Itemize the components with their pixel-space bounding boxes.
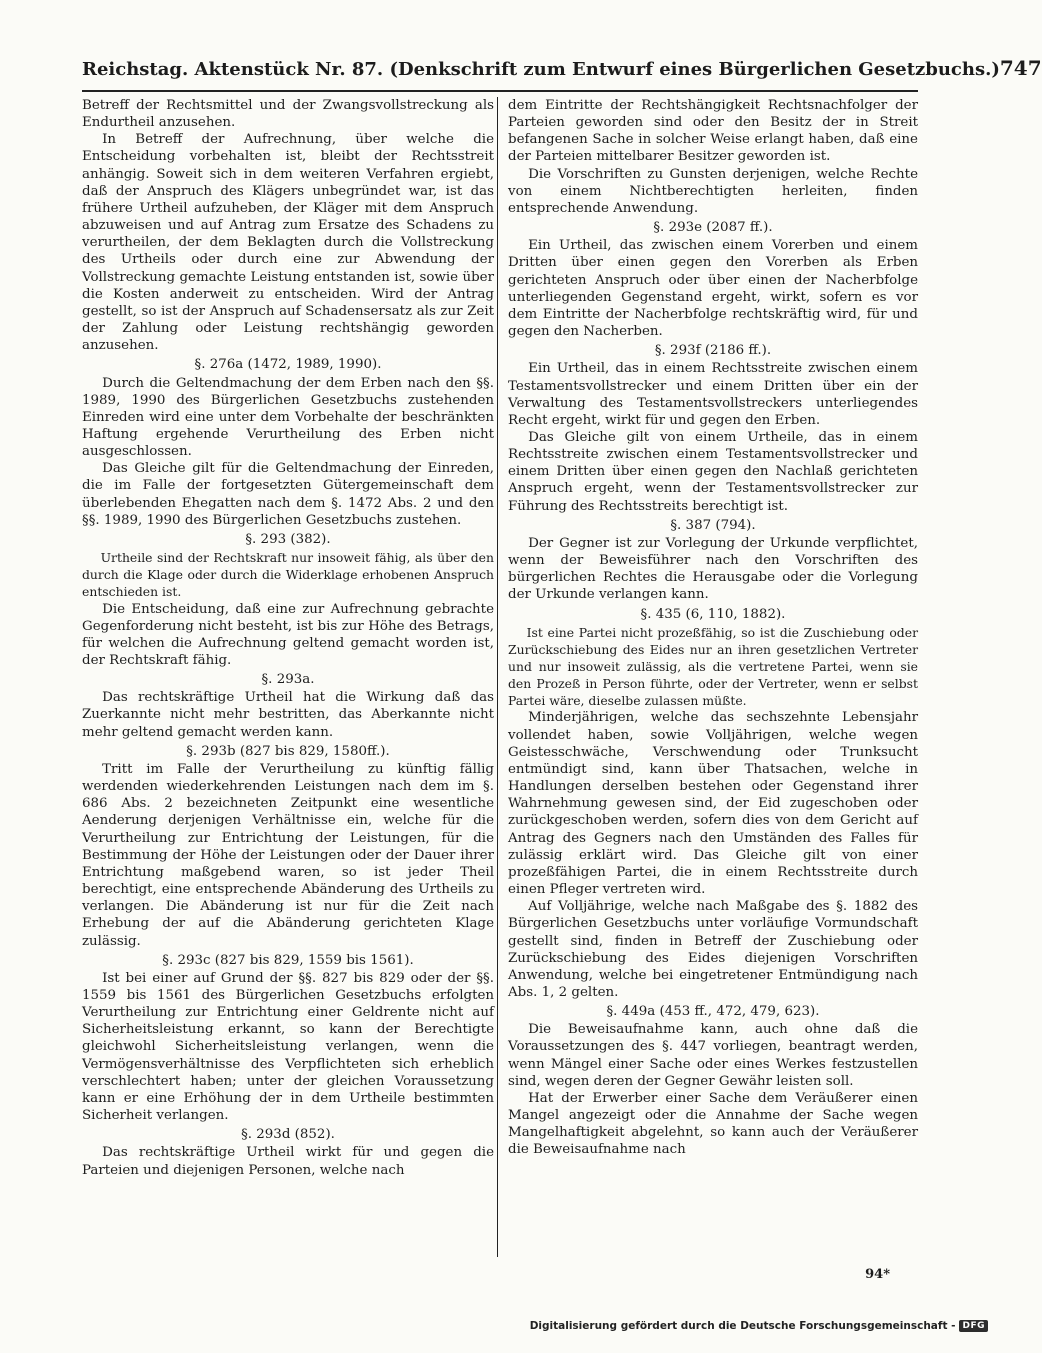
paragraph: Das Gleiche gilt für die Geltendmachung der Einreden, die im Falle der fortgesetzten Gütergemeinschaft dem überlebenden Ehegatten nach dem §. 1472 Abs. 2 und den §§. 1989, 1990 des Bürgerlichen Gesetzbuchs zustehen. <box>82 461 494 528</box>
paragraph: Die Entscheidung, daß eine zur Aufrechnung gebrachte Gegenforderung nicht besteht, ist bis zur Höhe des Betrags, für welchen die Aufrechnung geltend gemacht worden ist, der Rechtskraft fähig. <box>82 601 494 668</box>
digitization-footer <box>530 1320 988 1332</box>
section-heading: §. 293b (827 bis 829, 1580ff.). <box>186 743 390 759</box>
left-column <box>82 97 494 1179</box>
section-heading: §. 276a (1472, 1989, 1990). <box>194 357 382 373</box>
paragraph: Ein Urtheil, das in einem Rechtsstreite zwischen einem Testamentsvollstrecker und einem Dritten über ein der Verwaltung des Testamentsvollstreckers unterliegendes Recht ergeht, wirkt für und gegen den Erben. <box>508 361 918 428</box>
header-title: Reichstag. Aktenstück Nr. 87. (Denkschrift zum Entwurf eines Bürgerlichen Gesetzbuchs.) <box>82 59 1000 80</box>
header-rule <box>82 90 918 92</box>
section-heading: §. 293e (2087 ff.). <box>653 220 773 236</box>
paragraph: Minderjährigen, welche das sechszehnte Lebensjahr vollendet haben, sowie Volljährigen, welche wegen Geistesschwäche, Verschwendung oder Trunksucht entmündigt sind, kann über Thatsachen, welche in Handlungen derselben bestehen oder Gegenstand ihrer Wahrnehmung gewesen sind, der Eid zugeschoben oder zurückgeschoben werden, sofern dies von dem Gericht auf Antrag des Gegners nach den Umständen des Falles für zulässig erklärt wird. Das Gleiche gilt von einer prozeßfähigen Partei, die in einem Rechtsstreite durch einen Pfleger vertreten wird. <box>508 710 918 898</box>
section-heading: §. 435 (6, 110, 1882). <box>640 606 786 622</box>
paragraph: Hat der Erwerber einer Sache dem Veräußerer einen Mangel angezeigt oder die Annahme der Sache wegen Mangelhaftigkeit abgelehnt, so kann auch der Veräußerer die Beweisaufnahme nach <box>508 1090 918 1158</box>
page-number: 747 <box>999 56 1042 80</box>
paragraph: Auf Volljährige, welche nach Maßgabe des §. 1882 des Bürgerlichen Gesetzbuchs unter vorläufige Vormundschaft gestellt sind, finden in Betreff der Zuschiebung oder Zurückschiebung des Eides diejenigen Vorschriften Anwendung, welche bei eingetretener Entmündigung nach Abs. 1, 2 gelten. <box>508 899 918 1000</box>
paragraph: Urtheile sind der Rechtskraft nur insoweit fähig, als über den durch die Klage oder durch die Widerklage erhobenen Anspruch entschieden ist. <box>82 550 494 600</box>
section-heading: §. 449a (453 ff., 472, 479, 623). <box>606 1004 820 1020</box>
paragraph: Tritt im Falle der Verurtheilung zu künftig fällig werdenden wiederkehrenden Leistungen nach dem im §. 686 Abs. 2 bezeichneten Zeitpunkt eine wesentliche Aenderung derjenigen Verhältnisse ein, welche für die Verurtheilung zur Entrichtung der Leistungen, für die Bestimmung der Höhe der Leistungen oder der Dauer ihrer Entrichtung maßgebend waren, so ist jeder Theil berechtigt, eine entsprechende Abänderung des Urtheils zu verlangen. Die Abänderung ist nur für die Zeit nach Erhebung der auf die Abänderung gerichteten Klage zulässig. <box>82 761 494 949</box>
right-column <box>508 97 918 1159</box>
paragraph: Ist eine Partei nicht prozeßfähig, so ist die Zuschiebung oder Zurückschiebung des Eides nur an ihren gesetzlichen Vertreter und nur insoweit zulässig, als die vertretene Partei, wenn sie den Prozeß in Person führte, oder der Vertreter, wenn er selbst Partei wäre, dieselbe zulassen müßte. <box>508 624 918 709</box>
paragraph: Die Beweisaufnahme kann, auch ohne daß die Voraussetzungen des §. 447 vorliegen, beantragt werden, wenn Mängel einer Sache oder eines Werkes festzustellen sind, wegen deren der Gegner Gewähr leisten soll. <box>508 1022 918 1089</box>
paragraph: dem Eintritte der Rechtshängigkeit Rechtsnachfolger der Parteien geworden sind oder den Besitz der in Streit befangenen Sache in solcher Weise erlangt haben, daß eine der Parteien mittelbarer Besitzer geworden ist. <box>508 98 918 165</box>
paragraph: Das Gleiche gilt von einem Urtheile, das in einem Rechtsstreite zwischen einem Testamentsvollstrecker und einem Dritten über einen gegen den Nachlaß gerichteten Anspruch ergeht, wenn der Testamentsvollstrecker zur Führung des Rechtsstreits berechtigt ist. <box>508 429 918 514</box>
paragraph: Ist bei einer auf Grund der §§. 827 bis 829 oder der §§. 1559 bis 1561 des Bürgerlichen Gesetzbuchs erfolgten Verurtheilung zur Entrichtung einer Geldrente nicht auf Sicherheitsleistung erkannt, so kann der Berechtigte gleichwohl Sicherheitsleistung verlangen, wenn die Vermögensverhältnisse des Verpflichteten sich erheblich verschlechtert haben; unter der gleichen Voraussetzung kann er eine Erhöhung der in dem Urtheile bestimmten Sicherheit verlangen. <box>82 970 494 1124</box>
paragraph: Durch die Geltendmachung der dem Erben nach den §§. 1989, 1990 des Bürgerlichen Gesetzbuchs zustehenden Einreden wird eine unter dem Vorbehalte der beschränkten Haftung ergehende Verurtheilung des Erben nicht ausgeschlossen. <box>82 375 494 460</box>
section-heading: §. 293a. <box>261 672 315 688</box>
dfg-logo: DFG <box>959 1320 988 1332</box>
paragraph: Das rechtskräftige Urtheil hat die Wirkung daß das Zuerkannte nicht mehr bestritten, das Aberkannte nicht mehr geltend gemacht werden kann. <box>82 690 494 740</box>
running-header <box>82 56 1042 82</box>
paragraph: Die Vorschriften zu Gunsten derjenigen, welche Rechte von einem Nichtberechtigten herleiten, finden entsprechende Anwendung. <box>508 166 918 216</box>
signature-mark: 94* <box>865 1267 890 1282</box>
footer-text: Digitalisierung gefördert durch die Deutsche Forschungsgemeinschaft - <box>529 1320 956 1332</box>
section-heading: §. 293c (827 bis 829, 1559 bis 1561). <box>162 952 414 968</box>
column-divider <box>497 97 498 1257</box>
paragraph: Betreff der Rechtsmittel und der Zwangsvollstreckung als Endurtheil anzusehen. <box>82 98 494 131</box>
paragraph: Ein Urtheil, das zwischen einem Vorerben und einem Dritten über einen gegen den Vorerben als Erben gerichteten Anspruch oder über einen der Nacherbfolge unterliegenden Gegenstand ergeht, wirkt, sofern es vor dem Eintritte der Nacherbfolge rechtskräftig wird, für und gegen den Nacherben. <box>508 238 918 340</box>
paragraph: Das rechtskräftige Urtheil wirkt für und gegen die Parteien und diejenigen Personen, welche nach <box>82 1145 494 1178</box>
paragraph: Der Gegner ist zur Vorlegung der Urkunde verpflichtet, wenn der Beweisführer nach den Vorschriften des bürgerlichen Rechtes die Herausgabe oder die Vorlegung der Urkunde verlangen kann. <box>508 535 918 603</box>
paragraph: In Betreff der Aufrechnung, über welche die Entscheidung vorbehalten ist, bleibt der Rechtsstreit anhängig. Soweit sich in dem weiteren Verfahren ergiebt, daß der Anspruch des Klägers unbegründet war, ist das frühere Urtheil aufzuheben, der Kläger mit dem Anspruch abzuweisen und auf Antrag zum Ersatze des Schadens zu verurtheilen, der dem Beklagten durch die Vollstreckung des Urtheils oder durch eine zur Abwendung der Vollstreckung gemachte Leistung entstanden ist, sowie über die Kosten anderweit zu entscheiden. Wird der Antrag gestellt, so ist der Anspruch auf Schadensersatz als zur Zeit der Zahlung oder Leistung rechtshängig geworden anzusehen. <box>82 132 494 354</box>
section-heading: §. 293d (852). <box>241 1127 335 1143</box>
section-heading: §. 387 (794). <box>670 517 756 533</box>
section-heading: §. 293f (2186 ff.). <box>654 343 772 359</box>
section-heading: §. 293 (382). <box>245 531 331 547</box>
